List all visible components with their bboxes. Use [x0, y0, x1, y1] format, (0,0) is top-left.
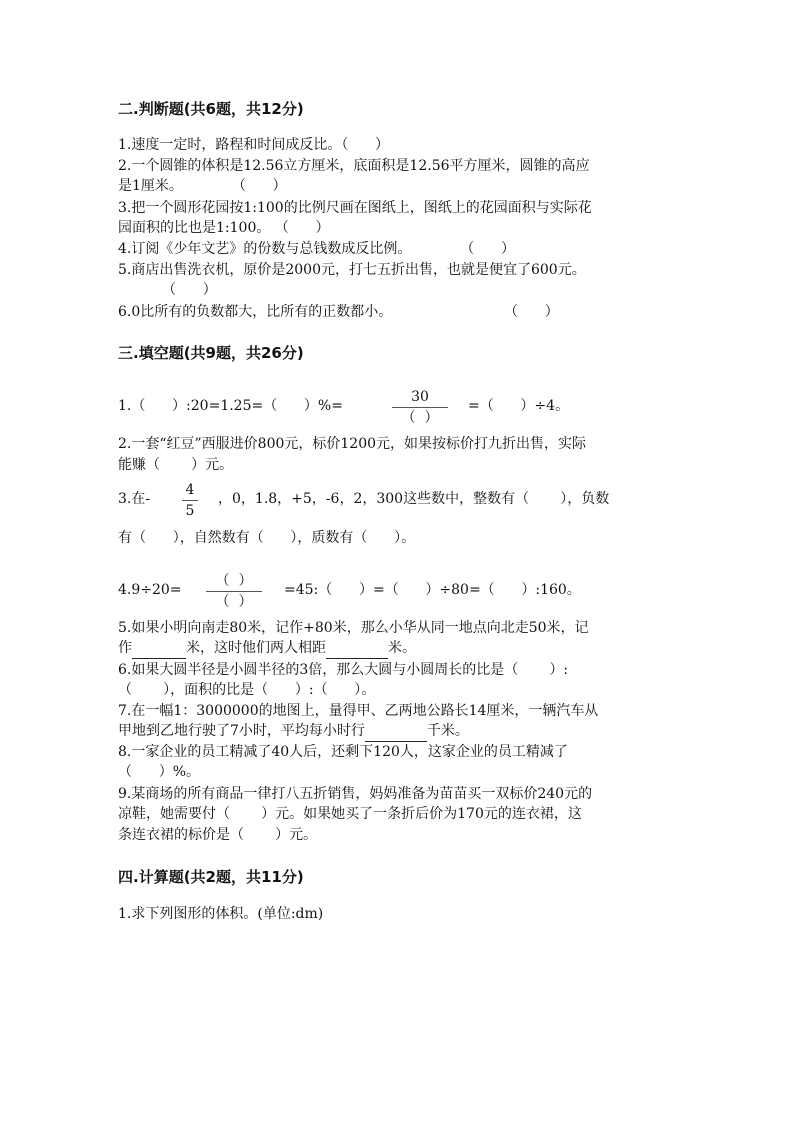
judge-q6-answer-bracket: （ ）	[504, 304, 559, 320]
judge-q6-text: 6.0比所有的负数都大，比所有的正数都小。	[118, 304, 393, 320]
fill-q4-part1: 4.9÷20=	[118, 582, 182, 598]
fraction-bar	[392, 407, 448, 408]
fill-q5-text-a: 作	[118, 640, 132, 656]
fill-q2-line2: 能赚（ ）元。	[118, 457, 234, 473]
fill-q3-line2: 有（ ），自然数有（ ），质数有（ ）。	[118, 530, 416, 546]
judge-q2-line2: 是1厘米。 （ ）	[118, 178, 287, 194]
fill-q2-line1: 2.一套“红豆”西服进价800元，标价1200元，如果按标价打九折出售，实际	[118, 436, 587, 452]
fill-q3-part1: 3.在-	[118, 491, 151, 507]
fraction-numerator: 4	[185, 482, 195, 498]
fill-q5-text-c: 米。	[388, 640, 416, 656]
fill-q6-line2: （ ），面积的比是（ ）:（ ）。	[118, 682, 376, 698]
judge-q1: 1.速度一定时，路程和时间成反比。（ ）	[118, 137, 390, 153]
fill-q5-text-b: 米，这时他们两人相距	[186, 640, 326, 656]
judge-q5-line1: 5.商店出售洗衣机，原价是2000元，打七五折出售，也就是便宜了600元。	[118, 262, 586, 278]
fill-q7-text-a: 甲地到乙地行驶了7小时，平均每小时行	[118, 723, 365, 739]
fraction-numerator: （ ）	[215, 573, 253, 589]
judge-q2-line1: 2.一个圆锥的体积是12.56立方厘米，底面积是12.56平方厘米，圆锥的高应	[118, 158, 590, 174]
fill-q4-part2: =45:（ ）=（ ）÷80=（ ）:160。	[284, 582, 581, 598]
calc-q1: 1.求下列图形的体积。(单位:dm)	[118, 906, 324, 922]
answer-blank[interactable]	[326, 638, 388, 659]
fraction-numerator: 30	[411, 389, 429, 405]
fraction-denominator: （ ）	[401, 410, 439, 426]
section-3-heading: 三.填空题(共9题，共26分)	[118, 344, 304, 362]
fill-q9-line2: 凉鞋，她需要付（ ）元。如果她买了一条折后价为170元的连衣裙，这	[118, 806, 582, 822]
judge-q3-line1: 3.把一个圆形花园按1:100的比例尺画在图纸上，图纸上的花园面积与实际花	[118, 200, 592, 216]
fill-q7-line1: 7.在一幅1：3000000的地图上，量得甲、乙两地公路长14厘米，一辆汽车从	[118, 703, 599, 719]
fill-q7-line2	[118, 721, 469, 742]
fill-q5-line1: 5.如果小明向南走80米，记作+80米，那么小华从同一地点向北走50米，记	[118, 620, 589, 636]
fill-q5-line2	[118, 638, 416, 659]
fraction-denominator: （ ）	[215, 594, 253, 610]
fill-q3-fraction	[182, 482, 198, 519]
judge-q5-line2: （ ）	[162, 282, 217, 298]
fill-q8-line1: 8.一家企业的员工精减了40人后，还剩下120人，这家企业的员工精减了	[118, 744, 568, 760]
fill-q4-fraction	[206, 573, 262, 610]
judge-q4: 4.订阅《少年文艺》的份数与总钱数成反比例。 （ ）	[118, 241, 516, 257]
answer-blank[interactable]	[365, 721, 427, 742]
fill-q6-line1: 6.如果大圆半径是小圆半径的3倍，那么大圆与小圆周长的比是（ ）:	[118, 662, 569, 678]
judge-q3-line2: 园面积的比也是1:100。 （ ）	[118, 220, 330, 236]
fraction-bar	[206, 591, 262, 592]
fraction-denominator: 5	[185, 503, 195, 519]
answer-blank[interactable]	[132, 638, 186, 659]
fraction-bar	[182, 500, 198, 501]
fill-q1-part2: =（ ）÷4。	[468, 398, 570, 414]
section-2-heading: 二.判断题(共6题，共12分)	[118, 100, 304, 118]
fill-q1-fraction	[392, 389, 448, 426]
fill-q8-line2: （ ）%。	[118, 764, 201, 780]
fill-q3-part2: ，0，1.8，+5，-6，2，300这些数中，整数有（ ），负数	[218, 491, 610, 507]
fill-q1-part1: 1.（ ）:20=1.25=（ ）%=	[118, 398, 343, 414]
fill-q7-text-b: 千米。	[426, 723, 469, 739]
fill-q9-line1: 9.某商场的所有商品一律打八五折销售，妈妈准备为苗苗买一双标价240元的	[118, 786, 593, 802]
section-4-heading: 四.计算题(共2题，共11分)	[118, 868, 304, 886]
fill-q9-line3: 条连衣裙的标价是（ ）元。	[118, 827, 318, 843]
